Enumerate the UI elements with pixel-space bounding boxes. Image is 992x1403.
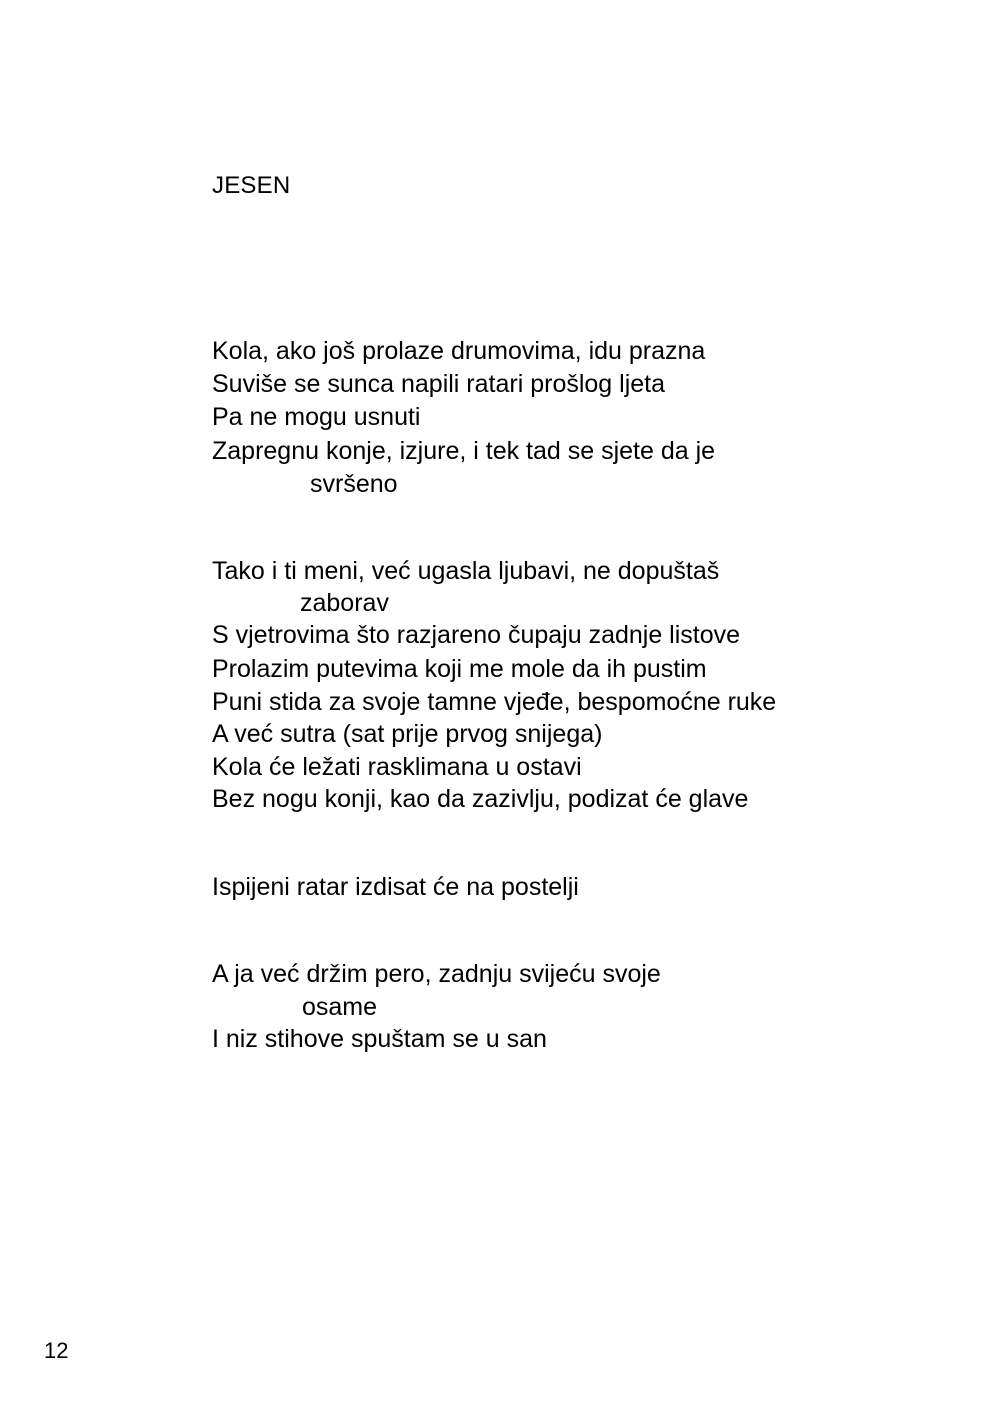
poem-line-continuation: svršeno	[310, 470, 398, 498]
poem-line: Puni stida za svoje tamne vjeđe, bespomoćne ruke	[212, 688, 777, 716]
poem-line-continuation: zaborav	[300, 589, 389, 617]
poem-line: Bez nogu konji, kao da zazivlju, podizat će glave	[212, 785, 749, 813]
poem-line: Zapregnu konje, izjure, i tek tad se sjete da je	[212, 437, 716, 465]
poem-title: JESEN	[212, 172, 291, 199]
poem-line: Kola će ležati rasklimana u ostavi	[212, 753, 582, 781]
poem-line: Ispijeni ratar izdisat će na postelji	[212, 873, 579, 901]
poem-line: Kola, ako još prolaze drumovima, idu prazna	[212, 337, 706, 365]
poem-line: S vjetrovima što razjareno čupaju zadnje listove	[212, 621, 741, 649]
page-number: 12	[44, 1338, 69, 1363]
poem-line: Tako i ti meni, već ugasla ljubavi, ne dopuštaš	[212, 557, 720, 585]
poem-line-continuation: osame	[302, 993, 378, 1021]
poem-line: A već sutra (sat prije prvog snijega)	[212, 720, 603, 748]
poem-line: A ja već držim pero, zadnju svijeću svoje	[212, 960, 661, 988]
poem-line: I niz stihove spuštam se u san	[212, 1025, 547, 1053]
poem-line: Prolazim putevima koji me mole da ih pustim	[212, 655, 707, 683]
poem-line: Pa ne mogu usnuti	[212, 403, 421, 431]
poem-line: Suviše se sunca napili ratari prošlog ljeta	[212, 370, 666, 398]
